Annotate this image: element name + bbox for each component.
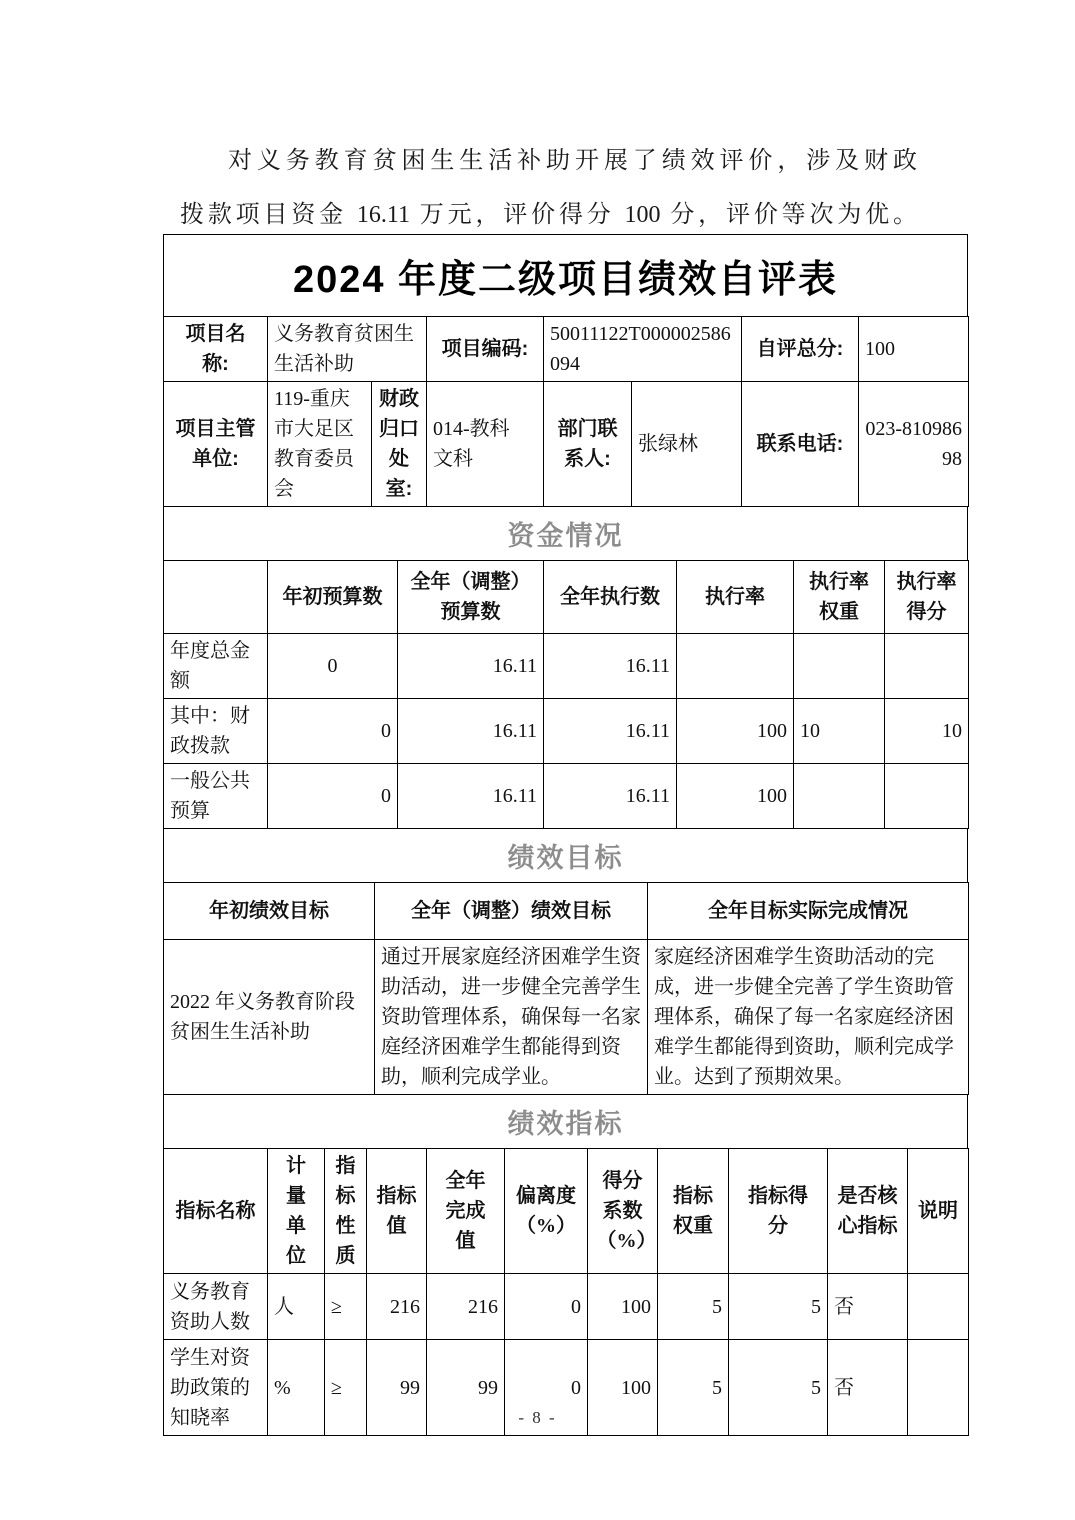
- project-code-value: 50011122T000002586094: [544, 317, 742, 382]
- indicator-target: 216: [367, 1274, 427, 1340]
- indicator-header-core: [828, 1149, 908, 1274]
- funding-rate-score: [885, 764, 969, 829]
- funding-initial: 0: [268, 699, 398, 764]
- intro-line-2: 拨款项目资金 16.11 万元，评价得分 100 分，评价等次为优。: [180, 202, 917, 228]
- funding-rate-score: [885, 634, 969, 699]
- indicator-actual: 99: [427, 1340, 505, 1436]
- funding-initial: 0: [268, 764, 398, 829]
- indicator-weight: 5: [658, 1340, 729, 1436]
- indicator-nature: ≥: [325, 1340, 367, 1436]
- funding-section-title: 资金情况: [163, 506, 968, 561]
- indicator-header-weight: [658, 1149, 729, 1274]
- indicators-table: [163, 1148, 969, 1436]
- indicator-header-coefficient: [588, 1149, 658, 1274]
- indicator-coefficient: 100: [588, 1274, 658, 1340]
- goals-header-initial: 年初绩效目标: [164, 883, 375, 940]
- funding-header-empty: [164, 561, 268, 634]
- funding-header-row: [164, 561, 969, 634]
- self-score-value: 100: [859, 317, 969, 382]
- indicator-target: 99: [367, 1340, 427, 1436]
- indicator-deviation: 0: [505, 1274, 588, 1340]
- funding-table: [163, 560, 969, 829]
- goals-header-row: [164, 883, 969, 940]
- funding-executed: 16.11: [544, 699, 677, 764]
- funding-header-rate-score: [885, 561, 969, 634]
- indicator-header-coefficient-text: 得分系数（%）: [596, 1170, 657, 1252]
- funding-rate-weight: [794, 634, 885, 699]
- indicator-unit: 人: [268, 1274, 325, 1340]
- indicator-deviation: 0: [505, 1340, 588, 1436]
- indicator-header-actual: [427, 1149, 505, 1274]
- funding-rate-weight: [794, 764, 885, 829]
- indicator-header-core-text: 是否核心指标: [837, 1185, 898, 1237]
- indicator-header-unit: [268, 1149, 325, 1274]
- funding-row-fiscal: [164, 699, 969, 764]
- indicator-core: 否: [828, 1340, 908, 1436]
- goal-initial-text: 2022 年义务教育阶段贫困生生活补助: [164, 940, 375, 1095]
- indicator-header-name: 指标名称: [164, 1149, 268, 1274]
- indicator-weight: 5: [658, 1274, 729, 1340]
- indicator-actual: 216: [427, 1274, 505, 1340]
- funding-header-rate-weight: [794, 561, 885, 634]
- funding-header-executed: 全年执行数: [544, 561, 677, 634]
- funding-row-total: [164, 634, 969, 699]
- indicator-score: 5: [729, 1274, 828, 1340]
- project-name-label: [164, 317, 268, 382]
- supervisor-label: 项目主管单位:: [164, 382, 268, 507]
- contact-value: 张绿林: [632, 382, 742, 507]
- indicator-header-target: 指标值: [367, 1149, 427, 1274]
- funding-row-label: 一般公共预算: [164, 764, 268, 829]
- funding-header-rate-weight-text: 执行率权重: [809, 571, 869, 623]
- indicators-section-title: 绩效指标: [163, 1094, 968, 1149]
- indicator-name: 学生对资助政策的知晓率: [164, 1340, 268, 1436]
- table-title: 2024 年度二级项目绩效自评表: [163, 234, 968, 317]
- indicator-unit: %: [268, 1340, 325, 1436]
- self-score-label: 自评总分:: [742, 317, 859, 382]
- goals-header-actual: 全年目标实际完成情况: [648, 883, 969, 940]
- indicator-header-nature: [325, 1149, 367, 1274]
- goals-section-title: 绩效目标: [163, 828, 968, 883]
- goals-header-adjusted: 全年（调整）绩效目标: [375, 883, 648, 940]
- indicator-header-deviation-text: 偏离度（%）: [516, 1185, 576, 1237]
- funding-header-adjusted: 全年（调整）预算数: [398, 561, 544, 634]
- contact-label: 部门联系人:: [544, 382, 632, 507]
- indicator-header-weight-text: 指标权重: [673, 1185, 713, 1237]
- indicator-note: [908, 1274, 969, 1340]
- goal-adjusted-text: 通过开展家庭经济困难学生资助活动，进一步健全完善学生资助管理体系，确保每一名家庭经济困难学生都能得到资助，顺利完成学业。: [375, 940, 648, 1095]
- indicator-header-deviation: [505, 1149, 588, 1274]
- goals-content-row: [164, 940, 969, 1095]
- funding-rate: [677, 634, 794, 699]
- indicators-header-row: [164, 1149, 969, 1274]
- indicator-name: 义务教育资助人数: [164, 1274, 268, 1340]
- funding-header-rate: 执行率: [677, 561, 794, 634]
- funding-rate: 100: [677, 764, 794, 829]
- info-row-2: [164, 382, 969, 507]
- funding-adjusted: 16.11: [398, 699, 544, 764]
- indicator-header-nature-text: 指标性质: [335, 1155, 356, 1267]
- funding-executed: 16.11: [544, 764, 677, 829]
- indicator-nature: ≥: [325, 1274, 367, 1340]
- funding-row-public-budget: [164, 764, 969, 829]
- indicator-row-funded-students: [164, 1274, 969, 1340]
- goal-actual-text: 家庭经济困难学生资助活动的完成，进一步健全完善了学生资助管理体系，确保了每一名家庭经济困难学生都能得到资助，顺利完成学业。达到了预期效果。: [648, 940, 969, 1095]
- funding-rate-weight: 10: [794, 699, 885, 764]
- indicator-coefficient: 100: [588, 1340, 658, 1436]
- indicator-score: 5: [729, 1340, 828, 1436]
- supervisor-value: 119-重庆市大足区教育委员会: [268, 382, 372, 507]
- phone-value: 023-81098698: [859, 382, 969, 507]
- funding-executed: 16.11: [544, 634, 677, 699]
- project-name-value: 义务教育贫困生生活补助: [268, 317, 427, 382]
- finance-dept-label: 财政归口处室:: [372, 382, 427, 507]
- funding-header-rate-score-text: 执行率得分: [896, 571, 957, 623]
- info-row-1: [164, 317, 969, 382]
- indicator-header-actual-text: 全年完成值: [445, 1170, 486, 1252]
- indicator-header-unit-text: 计量单位: [286, 1155, 306, 1267]
- funding-adjusted: 16.11: [398, 634, 544, 699]
- goals-table: [163, 882, 969, 1095]
- self-evaluation-table: [163, 234, 968, 1436]
- indicator-core: 否: [828, 1274, 908, 1340]
- project-code-label: 项目编码:: [427, 317, 544, 382]
- finance-dept-text: 014-教科文科: [433, 418, 510, 470]
- funding-row-label: 年度总金额: [164, 634, 268, 699]
- funding-row-label: 其中：财政拨款: [164, 699, 268, 764]
- funding-header-initial: 年初预算数: [268, 561, 398, 634]
- page-number: - 8 -: [518, 1408, 557, 1427]
- funding-adjusted: 16.11: [398, 764, 544, 829]
- intro-line-1: 对义务教育贫困生生活补助开展了绩效评价，涉及财政: [228, 148, 917, 174]
- intro-paragraph: [180, 134, 917, 242]
- indicator-header-score: [729, 1149, 828, 1274]
- finance-dept-value: [427, 382, 544, 507]
- project-name-label-text: 项目名称:: [185, 323, 246, 375]
- funding-rate: 100: [677, 699, 794, 764]
- funding-initial: 0: [268, 634, 398, 699]
- indicator-header-score-text: 指标得分: [748, 1185, 808, 1237]
- phone-label: 联系电话:: [742, 382, 859, 507]
- indicator-header-note: 说明: [908, 1149, 969, 1274]
- funding-rate-score: 10: [885, 699, 969, 764]
- project-info-table: [163, 316, 969, 507]
